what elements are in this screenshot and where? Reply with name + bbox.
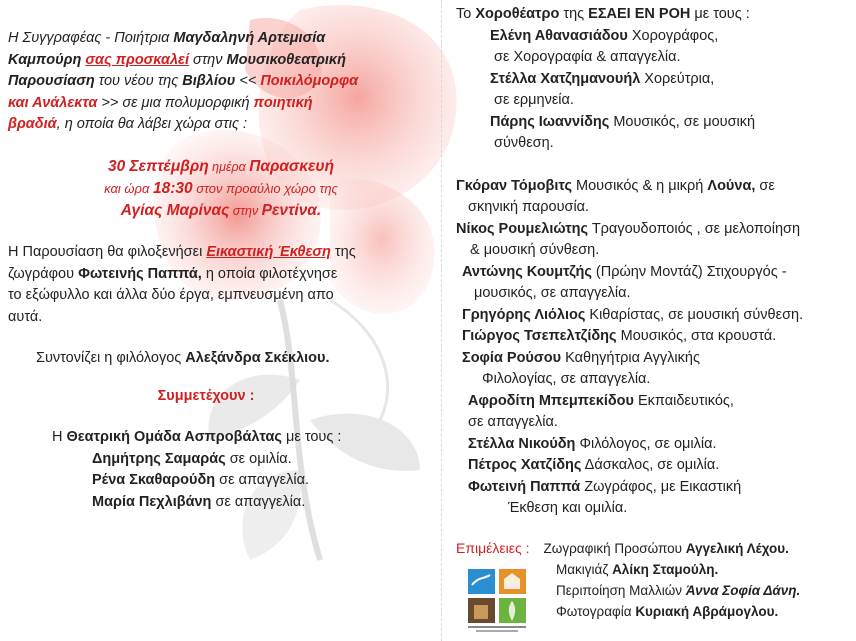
exhibit-text: Η Παρουσίαση θα φιλοξενήσει xyxy=(8,244,207,260)
member-name: Μαρία Πεχλιβάνη xyxy=(92,493,212,510)
member-role: σε ερμηνεία. xyxy=(494,92,574,108)
theatre-group xyxy=(8,427,434,513)
member-name: Πάρης Ιωαννίδης xyxy=(490,113,610,130)
artist-name: Φωτεινή Παππά xyxy=(468,478,581,495)
artist-name: Στέλλα Νικούδη xyxy=(468,435,576,452)
exhibit-text: της xyxy=(330,244,356,260)
credit-name: Αγγελική Λέχου. xyxy=(685,540,789,556)
artist-role: μουσικός, σε απαγγελία. xyxy=(474,285,631,301)
credit-name: Αλίκη Σταμούλη. xyxy=(612,561,719,577)
member-role: σε απαγγελία. xyxy=(215,472,309,488)
group-text: Η xyxy=(52,429,67,445)
event-type: Παρουσίαση xyxy=(8,73,95,89)
member-role: σε Χορογραφία & απαγγελία. xyxy=(494,49,681,65)
artist-name: Νίκος Ρουμελιώτης xyxy=(456,220,589,237)
member-role: σύνθεση. xyxy=(494,135,554,151)
dance-text: της xyxy=(559,6,589,22)
evening-word: βραδιά xyxy=(8,116,57,132)
artist-role: Δάσκαλος, σε ομιλία. xyxy=(581,457,720,473)
place-label: στον προαύλιο χώρο της xyxy=(192,181,338,196)
exhibition-paragraph xyxy=(8,242,434,328)
author-name-last: Καμπούρη xyxy=(8,51,86,68)
event-time: 18:30 xyxy=(152,180,193,197)
coordinator-name: Αλεξάνδρα Σκέκλιου. xyxy=(185,350,330,366)
artist-role: & μουσική σύνθεση. xyxy=(470,242,600,258)
member-name: Στέλλα Χατζημανουήλ xyxy=(490,70,641,87)
in-word: στην xyxy=(229,203,262,218)
dance-group-name: ΕΣΑΕΙ ΕΝ ΡΟΗ xyxy=(588,6,691,22)
intro-text: << xyxy=(235,73,261,89)
artist-name: Πέτρος Χατζίδης xyxy=(468,457,582,473)
artist-role: Εκπαιδευτικός, xyxy=(633,392,734,409)
participants-heading: Συμμετέχουν : xyxy=(157,387,255,404)
artist-role: Ζωγράφος, με Εικαστική xyxy=(580,478,742,495)
exhibit-text: η οποία φιλοτέχνησε xyxy=(201,265,338,282)
municipality-logo-icon xyxy=(466,567,528,633)
event-day: Παρασκευή xyxy=(249,157,335,175)
credit-name: Άννα Σοφία Δάνη. xyxy=(685,582,801,598)
book-title: Ποικιλόμορφα xyxy=(260,73,359,89)
exhibition-name: Εικαστική Έκθεση xyxy=(206,244,331,260)
artist-role: σκηνική παρουσία. xyxy=(468,199,590,215)
credit-role: Περιποίηση Μαλλιών xyxy=(556,582,686,598)
artist-role: σε xyxy=(755,177,775,194)
right-column xyxy=(456,4,852,622)
list-item xyxy=(8,449,434,471)
member-role: Χορογράφος, xyxy=(627,27,719,44)
left-column xyxy=(8,28,434,513)
credit-role: Ζωγραφική Προσώπου xyxy=(543,540,686,556)
artist-name: Σοφία Ρούσου xyxy=(462,349,562,366)
list-item xyxy=(8,492,434,514)
dance-theatre-word: Χοροθέατρο xyxy=(475,6,560,22)
intro-text: του νέου της xyxy=(94,73,183,89)
time-label: και ώρα xyxy=(104,181,153,196)
intro-text: >> σε μια πολυμορφική xyxy=(97,94,254,111)
member-role: σε ομιλία. xyxy=(225,450,292,467)
credits-label: Επιμέλειες : xyxy=(456,539,530,556)
list-item xyxy=(8,470,434,492)
event-when-where xyxy=(8,156,434,223)
author-name-first: Μαγδαληνή Αρτεμισία xyxy=(173,30,326,46)
artist-role: Κιθαρίστας, σε μουσική σύνθεση. xyxy=(585,306,804,323)
credit-name: Κυριακή Αβράμογλου. xyxy=(635,603,779,619)
artists-list xyxy=(456,176,852,520)
member-role: σε απαγγελία. xyxy=(211,493,306,510)
artist-role: Καθηγήτρια Αγγλικής xyxy=(561,349,700,366)
dance-theatre-section xyxy=(456,4,852,155)
artist-role: (Πρώην Μοντάζ) Στιχουργός - xyxy=(591,263,787,280)
credit-role: Μακιγιάζ xyxy=(556,561,613,577)
exhibit-text: αυτά. xyxy=(8,308,43,325)
invitation-intro xyxy=(8,28,434,136)
artist-name: Αντώνης Κουμτζής xyxy=(462,263,592,280)
artist-name: Γρηγόρης Λιόλιος xyxy=(462,306,586,323)
artist-role: σε απαγγελία. xyxy=(468,414,558,430)
member-name: Ελένη Αθανασιάδου xyxy=(490,27,628,44)
invites-text: σας προσκαλεί xyxy=(85,51,189,68)
artist-name: Λούνα, xyxy=(707,177,756,194)
event-type: Μουσικοθεατρική xyxy=(226,51,346,68)
credit-role: Φωτογραφία xyxy=(556,603,636,619)
artist-role: Τραγουδοποιός , σε μελοποίηση xyxy=(588,220,801,237)
artist-role: Φιλολογίας, σε απαγγελία. xyxy=(482,371,651,387)
artist-name: Αφροδίτη Μπεμπεκίδου xyxy=(468,392,634,409)
dance-text: Το xyxy=(456,6,476,22)
artist-role: Μουσικός & η μικρή xyxy=(572,177,708,194)
painter-name: Φωτεινής Παππά, xyxy=(78,265,202,282)
member-role: Χορεύτρια, xyxy=(640,70,715,87)
dance-text: με τους : xyxy=(690,6,750,22)
exhibit-text: το εξώφυλλο και άλλα δύο έργα, εμπνευσμένη απο xyxy=(8,287,334,303)
event-date: 30 Σεπτέμβρη xyxy=(107,157,209,175)
artist-role: Φιλόλογος, σε ομιλία. xyxy=(575,435,717,452)
coordinator-line xyxy=(8,348,434,370)
group-text: με τους : xyxy=(281,429,342,445)
event-church: Αγίας Μαρίνας xyxy=(120,201,230,219)
member-name: Ρένα Σκαθαρούδη xyxy=(92,472,216,488)
book-title: και Ανάλεκτα xyxy=(8,94,98,111)
day-word: ημέρα xyxy=(208,159,250,174)
event-town: Ρεντίνα. xyxy=(261,201,322,219)
exhibit-text: ζωγράφου xyxy=(8,265,79,282)
artist-name: Γιώργος Τσεπελτζίδης xyxy=(462,328,617,344)
intro-text: , η οποία θα λάβει χώρα στις : xyxy=(56,116,248,132)
theatre-group-name: Θεατρική Ομάδα Ασπροβάλτας xyxy=(66,429,282,445)
coordinator-label: Συντονίζει η φιλόλογος xyxy=(36,350,186,366)
book-word: Βιβλίου xyxy=(182,73,236,89)
member-name: Δημήτρης Σαμαράς xyxy=(92,450,226,467)
member-role: Μουσικός, σε μουσική xyxy=(609,113,756,130)
artist-role: Μουσικός, στα κρουστά. xyxy=(616,328,777,344)
artist-role: Έκθεση και ομιλία. xyxy=(508,500,628,516)
intro-text: Η Συγγραφέας - Ποιήτρια xyxy=(8,30,174,46)
artist-name: Γκόραν Τόμοβιτς xyxy=(456,177,573,194)
poetic-word: ποιητική xyxy=(253,94,313,111)
intro-text: στην xyxy=(188,51,227,68)
column-divider xyxy=(441,0,442,641)
